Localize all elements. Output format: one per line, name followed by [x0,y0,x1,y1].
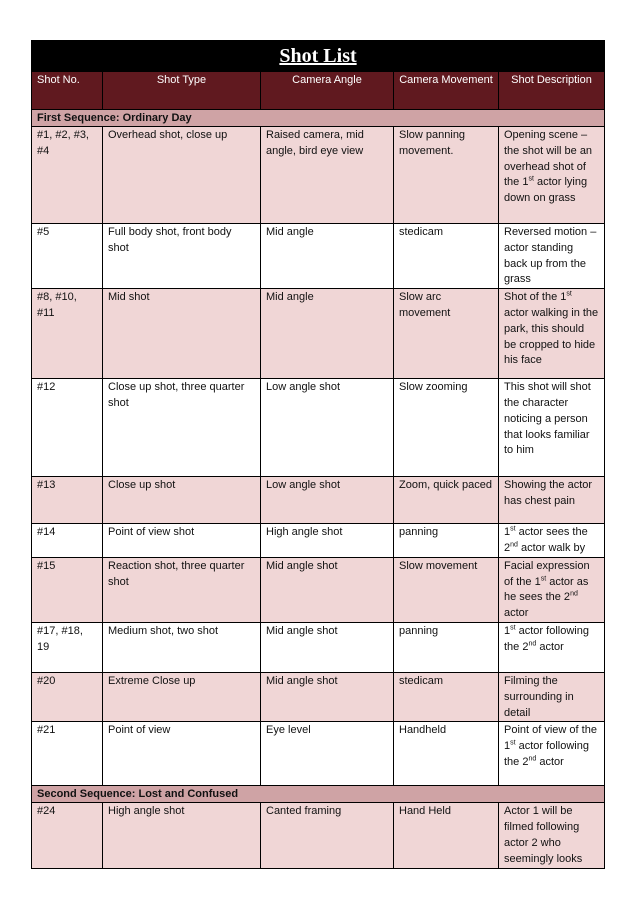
shot-type-cell: Mid shot [103,289,261,379]
table-row [32,722,605,786]
shot-description-cell: Reversed motion – actor standing back up from the grass [499,224,605,289]
camera-angle-cell: Raised camera, mid angle, bird eye view [261,127,394,224]
title-row [32,41,605,73]
shot-type-cell: Close up shot, three quarter shot [103,379,261,477]
camera-angle-cell: Low angle shot [261,477,394,524]
header-shot-description: Shot Description [499,72,605,110]
camera-angle-cell: Eye level [261,722,394,786]
shot-no-cell: #15 [32,557,103,622]
table-row [32,557,605,622]
sequence-label: First Sequence: Ordinary Day [32,110,605,127]
shot-no-cell: #17, #18, 19 [32,622,103,672]
camera-angle-cell: Mid angle shot [261,672,394,721]
camera-angle-cell: Canted framing [261,803,394,868]
camera-angle-cell: Low angle shot [261,379,394,477]
camera-angle-cell: Mid angle shot [261,557,394,622]
header-shot-type: Shot Type [103,72,261,110]
shot-no-cell: #8, #10, #11 [32,289,103,379]
camera-movement-cell: Slow movement [394,557,499,622]
camera-movement-cell: Hand Held [394,803,499,868]
shot-no-cell: #21 [32,722,103,786]
camera-movement-cell: Slow panning movement. [394,127,499,224]
shot-no-cell: #12 [32,379,103,477]
table-row [32,622,605,672]
table-row [32,672,605,721]
camera-movement-cell: Slow zooming [394,379,499,477]
camera-angle-cell: Mid angle [261,289,394,379]
table-row [32,477,605,524]
shot-list-table [31,40,605,869]
header-camera-movement: Camera Movement [394,72,499,110]
camera-movement-cell: panning [394,622,499,672]
shot-type-cell: Full body shot, front body shot [103,224,261,289]
shot-no-cell: #13 [32,477,103,524]
title-cell [32,41,605,73]
camera-angle-cell: High angle shot [261,524,394,558]
shot-description-cell: Facial expression of the 1st actor as he sees the 2nd actor [499,557,605,622]
shot-type-cell: Close up shot [103,477,261,524]
shot-type-cell: High angle shot [103,803,261,868]
shot-no-cell: #1, #2, #3, #4 [32,127,103,224]
camera-angle-cell: Mid angle [261,224,394,289]
shot-type-cell: Medium shot, two shot [103,622,261,672]
shot-description-cell: Showing the actor has chest pain [499,477,605,524]
shot-type-cell: Overhead shot, close up [103,127,261,224]
shot-no-cell: #14 [32,524,103,558]
table-row [32,289,605,379]
camera-movement-cell: stedicam [394,224,499,289]
shot-type-cell: Point of view [103,722,261,786]
shot-description-cell: 1st actor sees the 2nd actor walk by [499,524,605,558]
header-camera-angle: Camera Angle [261,72,394,110]
camera-movement-cell: Slow arc movement [394,289,499,379]
shot-list-sheet [31,40,604,869]
shot-description-cell: Point of view of the 1st actor following the 2nd actor [499,722,605,786]
table-row [32,127,605,224]
camera-movement-cell: stedicam [394,672,499,721]
shot-type-cell: Extreme Close up [103,672,261,721]
sequence-label: Second Sequence: Lost and Confused [32,786,605,803]
shot-no-cell: #24 [32,803,103,868]
shot-description-cell: Filming the surrounding in detail [499,672,605,721]
camera-movement-cell: panning [394,524,499,558]
table-row [32,524,605,558]
header-shot-no: Shot No. [32,72,103,110]
shot-description-cell: 1st actor following the 2nd actor [499,622,605,672]
shot-description-cell: Actor 1 will be filmed following actor 2 who seemingly looks [499,803,605,868]
table-row [32,803,605,868]
shot-no-cell: #20 [32,672,103,721]
table-row [32,224,605,289]
camera-movement-cell: Handheld [394,722,499,786]
sequence-row [32,110,605,127]
camera-movement-cell: Zoom, quick paced [394,477,499,524]
table-row [32,379,605,477]
header-row [32,72,605,110]
camera-angle-cell: Mid angle shot [261,622,394,672]
shot-type-cell: Point of view shot [103,524,261,558]
shot-description-cell: Shot of the 1st actor walking in the park, this should be cropped to hide his face [499,289,605,379]
shot-description-cell: This shot will shot the character noticing a person that looks familiar to him [499,379,605,477]
page-title: Shot List [279,45,357,67]
shot-description-cell: Opening scene – the shot will be an overhead shot of the 1st actor lying down on grass [499,127,605,224]
shot-no-cell: #5 [32,224,103,289]
sequence-row [32,786,605,803]
shot-type-cell: Reaction shot, three quarter shot [103,557,261,622]
